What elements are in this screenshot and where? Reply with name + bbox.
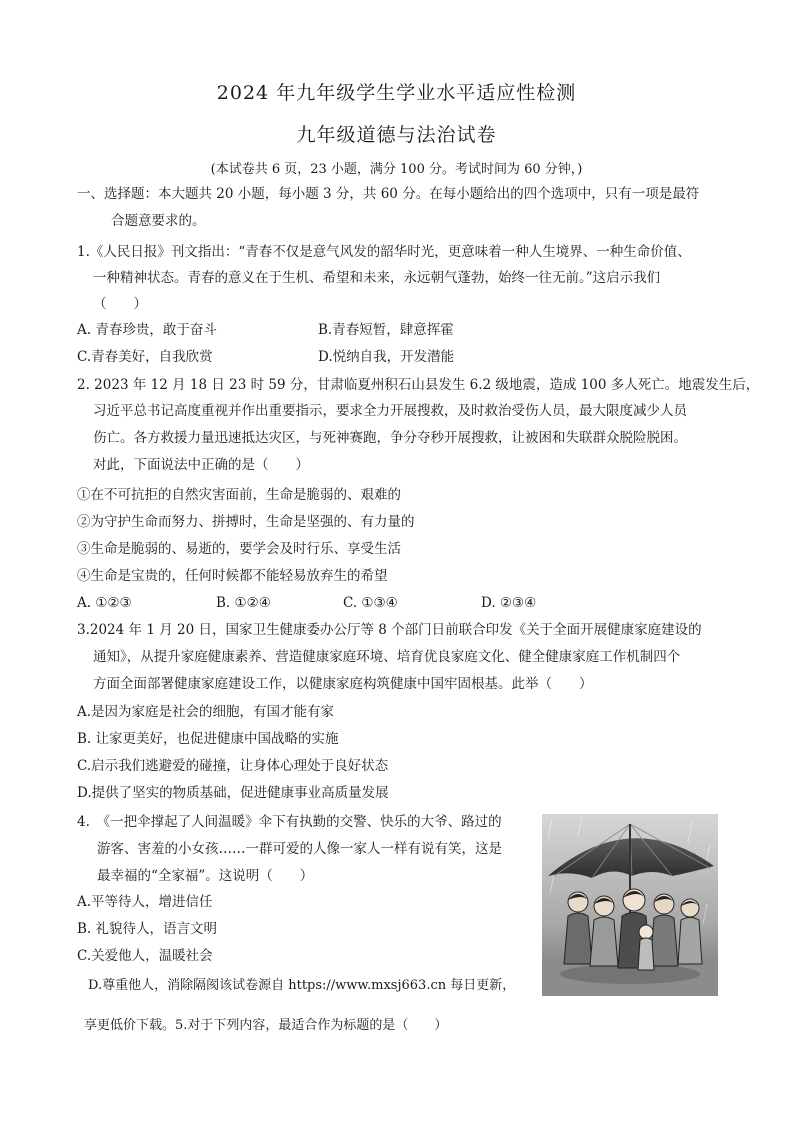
umbrella-family-illustration [542,814,718,996]
q3-option-c: C.启示我们逃避爱的碰撞，让身体心理处于良好状态 [77,758,389,774]
q2-stem-line4: 对此，下面说法中正确的是（ ） [93,457,309,473]
q1-option-a: A. 青春珍贵，敢于奋斗 [77,322,217,338]
q1-option-b: B.青春短暂，肆意挥霍 [318,322,454,338]
q2-option-c: C. ①③④ [343,595,398,611]
q4-stem-line2: 游客、害羞的小女孩……一群可爱的人像一家人一样有说有笑，这是 [97,841,502,857]
q1-option-d: D.悦纳自我，开发潜能 [318,349,455,365]
q1-stem-line2: 一种精神状态。青春的意义在于生机、希望和未来，永远朝气蓬勃，始终一往无前。”这启示我们 [93,270,661,286]
q2-stem-line1: 2. 2023 年 12 月 18 日 23 时 59 分，甘肃临夏州积石山县发生 6.2 级地震，造成 100 多人死亡。地震发生后， [77,377,760,393]
q2-statement-3: ③生命是脆弱的、易逝的，要学会及时行乐、享受生活 [77,541,401,557]
q4-stem-line1: 4. 《一把伞撑起了人间温暖》伞下有执勤的交警、快乐的大爷、路过的 [77,814,502,830]
q2-stem-line2: 习近平总书记高度重视并作出重要指示，要求全力开展搜救，及时救治受伤人员，最大限度减少人员 [93,403,687,419]
q3-option-a: A.是因为家庭是社会的细胞，有国才能有家 [77,704,335,720]
q4-option-c: C.关爱他人，温暖社会 [77,948,213,964]
q3-stem-line2: 通知》，从提升家庭健康素养、营造健康家庭环境、培育优良家庭文化、健全健康家庭工作机制四个 [93,649,681,665]
q1-stem-line3: （ ） [93,296,147,312]
q4-option-b: B. 礼貌待人，语言文明 [77,921,218,937]
q1-option-c: C.青春美好，自我欣赏 [77,349,213,365]
q2-stem-line3: 伤亡。各方救援力量迅速抵达灾区，与死神赛跑，争分夺秒开展搜救，让被困和失联群众脱险脱困。 [93,430,687,446]
q4-option-d: D.尊重他人，消除隔阂该试卷源自 https://www.mxsj663.cn 每日更新， [88,978,516,993]
q3-stem-line1: 3.2024 年 1 月 20 日，国家卫生健康委办公厅等 8 个部门日前联合印发《关于全面开展健康家庭建设的 [77,622,702,638]
q3-stem-line3: 方面全面部署健康家庭建设工作，以健康家庭构筑健康中国牢固根基。此举（ ） [93,676,593,692]
q2-option-d: D. ②③④ [481,595,537,611]
q1-stem-line1: 1.《人民日报》刊文指出：“青春不仅是意气风发的韶华时光，更意味着一种人生境界、一种生命价值、 [77,244,691,260]
q2-statement-2: ②为守护生命而努力、拼搏时，生命是坚强的、有力量的 [77,514,415,530]
exam-title: 2024 年九年级学生学业水平适应性检测 [216,82,577,104]
section-heading-line1: 一、选择题：本大题共 20 小题，每小题 3 分，共 60 分。在每小题给出的四个选项中，只有一项是最符 [77,186,700,202]
section-heading-line2: 合题意要求的。 [111,213,206,229]
q4-stem-line3: 最幸福的“全家福”。这说明（ ） [97,868,314,884]
q4-option-a: A.平等待人，增进信任 [77,894,213,910]
exam-note: (本试卷共 6 页，23 小题，满分 100 分。考试时间为 60 分钟，) [210,162,583,177]
q2-option-b: B. ①②④ [216,595,271,611]
q2-option-a: A. ①②③ [77,595,132,611]
q3-option-d: D.提供了坚实的物质基础，促进健康事业高质量发展 [77,785,389,801]
q5-stem-line1: 享更低价下载。5.对于下列内容，最适合作为标题的是（ ） [84,1018,448,1033]
q2-statement-4: ④生命是宝贵的，任何时候都不能轻易放弃生的希望 [77,568,388,584]
q3-option-b: B. 让家更美好，也促进健康中国战略的实施 [77,731,339,747]
exam-subtitle: 九年级道德与法治试卷 [296,124,497,146]
q2-statement-1: ①在不可抗拒的自然灾害面前，生命是脆弱的、艰难的 [77,487,401,503]
